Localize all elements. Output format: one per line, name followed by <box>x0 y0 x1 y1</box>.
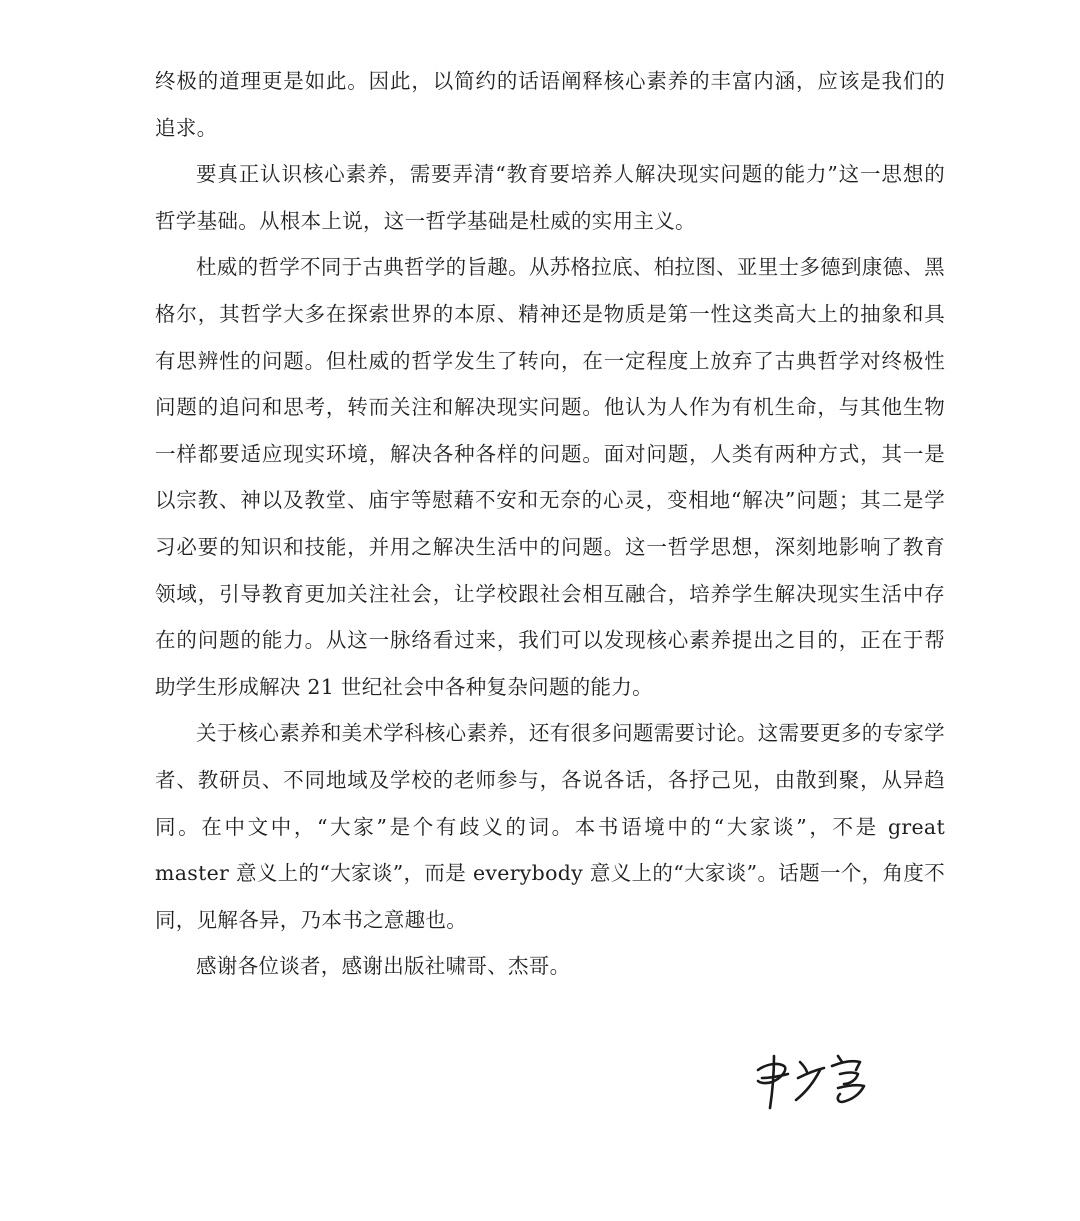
paragraph-thanks: 感谢各位谈者，感谢出版社啸哥、杰哥。 <box>196 954 571 979</box>
paragraph-dewey: 杜威的哲学不同于古典哲学的旨趣。从苏格拉底、柏拉图、亚里士多德到康德、黑格尔，其哲学大多在探索世界的本原、精神还是物质是第一性这类高大上的抽象和具有思辨性的问题。但杜威的哲学发生了转向，在一定程度上放弃了古典哲学对终极性问题的追问和思考，转而关注和解决现实问题。他认为人作为有机生命，与其他生物一样都要适应现实环境，解决各种各样的问题。面对问题，人类有两种方式，其一是以宗教、神以及教堂、庙宇等慰藉不安和无奈的心灵，变相地“解决”问题；其二是学习必要的知识和技能，并用之解决生活中的问题。这一哲学思想，深刻地影响了教育领域，引导教育更加关注社会，让学校跟社会相互融合，培养学生解决现实生活中存在的问题的能力。从这一脉络看过来，我们可以发现核心素养提出之目的，正在于帮助学生形成解决 21 世纪社会中各种复杂问题的能力。 <box>155 255 945 699</box>
paragraph-discussion: 关于核心素养和美术学科核心素养，还有很多问题需要讨论。这需要更多的专家学者、教研员、不同地域及学校的老师参与，各说各话，各抒己见，由散到聚，从异趋同。在中文中，“大家”是个有歧义的词。本书语境中的“大家谈”，不是 great master 意义上的“大家谈”，而是 everybody 意义上的“大家谈”。话题一个，角度不同，见解各异，乃本书之意趣也。 <box>155 721 945 932</box>
paragraph-philosophy-basis: 要真正认识核心素养，需要弄清“教育要培养人解决现实问题的能力”这一思想的哲学基础。从根本上说，这一哲学基础是杜威的实用主义。 <box>155 162 945 233</box>
handwritten-signature <box>752 1048 872 1114</box>
paragraph-continued: 终极的道理更是如此。因此，以简约的话语阐释核心素养的丰富内涵，应该是我们的追求。 <box>155 69 945 140</box>
body-text <box>155 58 945 990</box>
